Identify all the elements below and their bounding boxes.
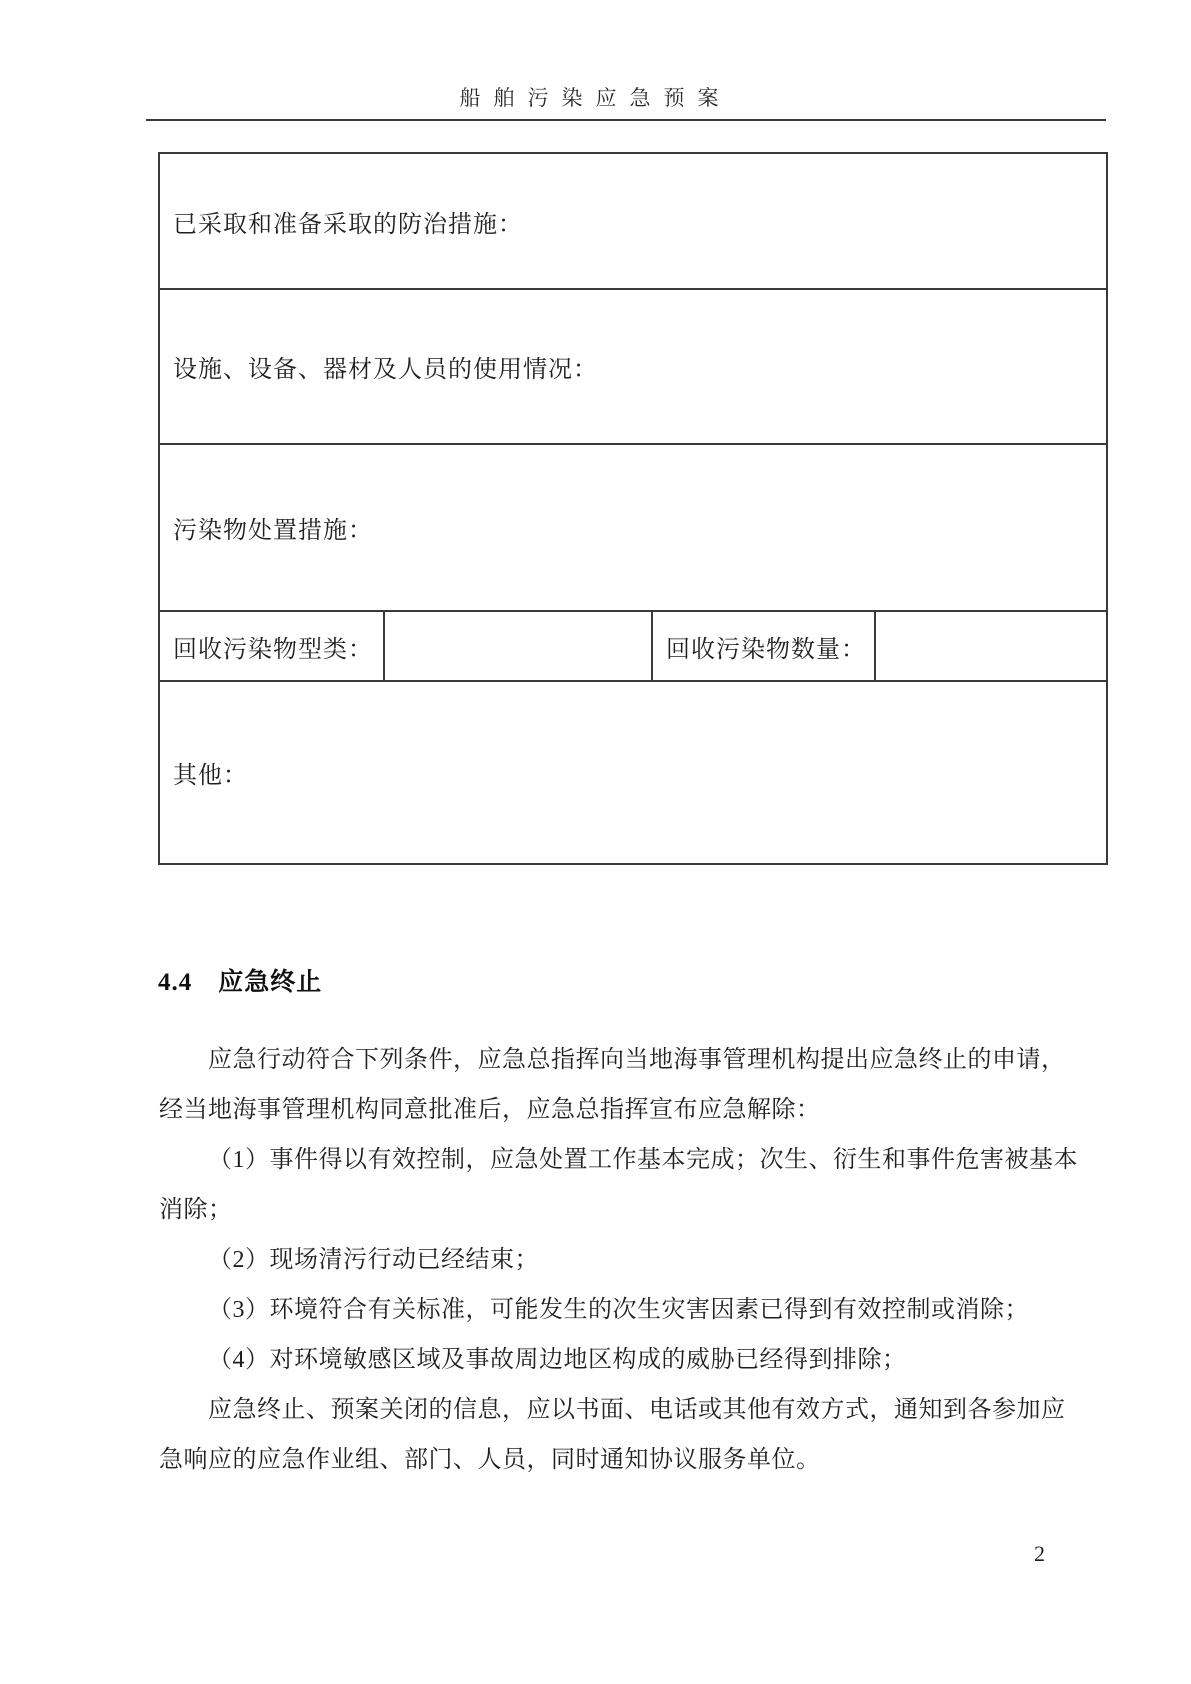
page-number: 2 (1034, 1541, 1045, 1566)
table-row-other (159, 681, 1107, 864)
body-line: 应急终止、预案关闭的信息，应以书面、电话或其他有效方式，通知到各参加应 (208, 1397, 1066, 1423)
table-row-recovered-pollutant (159, 611, 1107, 681)
cell-disposal-measures-label: 污染物处置措施： (173, 518, 373, 544)
cell-disposal-measures (159, 444, 1107, 611)
body-line: 应急行动符合下列条件，应急总指挥向当地海事管理机构提出应急终止的申请， (208, 1047, 1066, 1073)
recovered-quantity-label: 回收污染物数量： (666, 636, 866, 663)
cell-equipment-usage (159, 289, 1107, 444)
table-row-measures (159, 153, 1107, 289)
body-text (159, 1035, 1078, 1485)
cell-recovered-quantity-label (652, 611, 875, 681)
doc-header-rule (146, 119, 1106, 121)
cell-measures-taken-label: 已采取和准备采取的防治措施： (173, 211, 523, 238)
pollution-response-form-table (158, 152, 1108, 865)
cell-other-label: 其他： (173, 763, 248, 789)
table-row-disposal (159, 444, 1107, 611)
body-line: （2）现场清污行动已经结束； (208, 1247, 539, 1273)
section-title: 应急终止 (218, 969, 323, 996)
body-line: （1）事件得以有效控制，应急处置工作基本完成；次生、衍生和事件危害被基本 (208, 1147, 1078, 1173)
body-line: 经当地海事管理机构同意批准后，应急总指挥宣布应急解除： (159, 1097, 821, 1123)
cell-recovered-type-label (159, 611, 384, 681)
body-line: （4）对环境敏感区域及事故周边地区构成的威胁已经得到排除； (208, 1347, 907, 1373)
section-heading (158, 962, 322, 998)
body-line: 消除； (159, 1197, 233, 1223)
cell-recovered-quantity-value (875, 611, 1107, 681)
cell-equipment-usage-label: 设施、设备、器材及人员的使用情况： (173, 357, 598, 383)
cell-measures-taken (159, 153, 1107, 289)
body-line: 急响应的应急作业组、部门、人员，同时通知协议服务单位。 (159, 1447, 821, 1473)
table-row-equipment (159, 289, 1107, 444)
section-number: 4.4 (158, 969, 193, 996)
cell-recovered-type-value (384, 611, 652, 681)
recovered-type-label: 回收污染物型类： (173, 636, 373, 663)
body-line: （3）环境符合有关标准，可能发生的次生灾害因素已得到有效控制或消除； (208, 1297, 1029, 1323)
doc-header-title: 船舶污染应急预案 (459, 86, 732, 110)
cell-other (159, 681, 1107, 864)
